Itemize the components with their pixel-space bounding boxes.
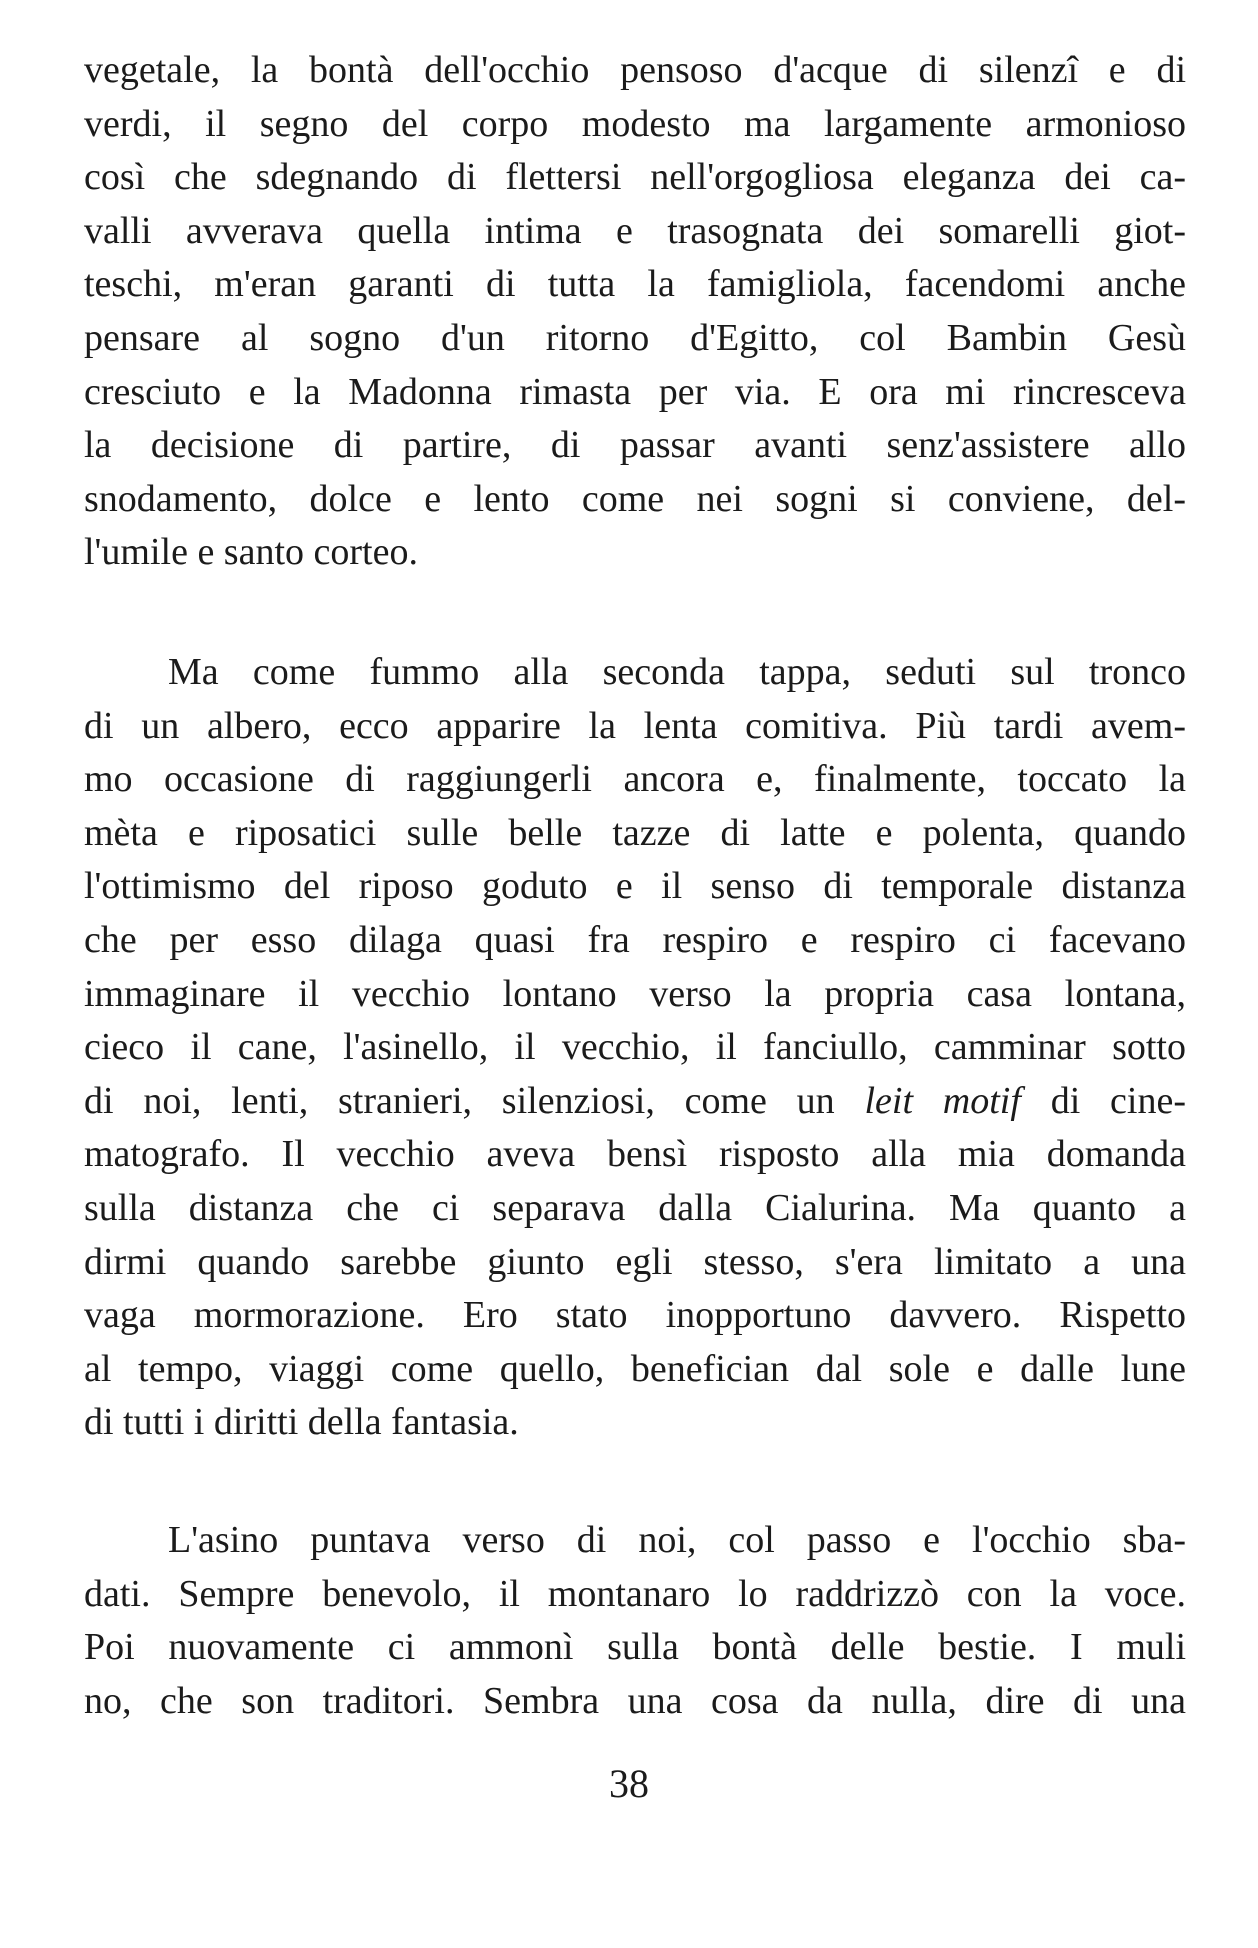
text-line: matografo. Il vecchio aveva bensì risposto alla mia domanda — [84, 1133, 1186, 1176]
text-line: vegetale, la bontà dell'occhio pensoso d'acque di silenzî e di — [84, 49, 1186, 91]
text-segment: di noi, lenti, stranieri, silenziosi, come un — [84, 1079, 865, 1122]
paragraph-3 — [84, 1514, 1186, 1728]
text-line: cieco il cane, l'asinello, il vecchio, il fanciullo, camminar sotto — [84, 1026, 1186, 1069]
text-line: che per esso dilaga quasi fra respiro e respiro ci facevano — [84, 918, 1186, 961]
text-line: sulla distanza che ci separava dalla Cialurina. Ma quanto a — [84, 1186, 1186, 1229]
text-segment: di cine- — [1020, 1079, 1186, 1122]
text-line: Poi nuovamente ci ammonì sulla bontà delle bestie. I muli — [84, 1626, 1186, 1669]
text-line: mo occasione di raggiungerli ancora e, finalmente, toccato la — [84, 758, 1186, 801]
text-line: verdi, il segno del corpo modesto ma largamente armonioso — [84, 102, 1186, 145]
text-line: così che sdegnando di flettersi nell'orgogliosa eleganza dei ca- — [84, 156, 1186, 199]
text-line: immaginare il vecchio lontano verso la propria casa lontana, — [84, 972, 1186, 1015]
text-line: snodamento, dolce e lento come nei sogni si conviene, del- — [84, 477, 1186, 520]
text-line: dati. Sempre benevolo, il montanaro lo raddrizzò con la voce. — [84, 1572, 1186, 1615]
italic-phrase: leit motif — [864, 1079, 1021, 1122]
text-line-with-italic — [84, 1075, 1186, 1129]
page-number: 38 — [609, 1761, 649, 1806]
text-line: di tutti i diritti della fantasia. — [84, 1401, 519, 1444]
paragraph-1 — [84, 44, 1186, 580]
text-line: dirmi quando sarebbe giunto egli stesso, s'era limitato a una — [84, 1240, 1186, 1283]
text-line: l'ottimismo del riposo goduto e il senso di temporale distanza — [84, 865, 1186, 908]
text-line: cresciuto e la Madonna rimasta per via. E ora mi rincresceva — [84, 370, 1186, 413]
paragraph-2 — [84, 646, 1186, 1450]
text-line: la decisione di partire, di passar avanti senz'assistere allo — [84, 424, 1186, 467]
text-line: Ma come fummo alla seconda tappa, seduti sul tronco — [168, 651, 1186, 693]
text-line: mèta e riposatici sulle belle tazze di latte e polenta, quando — [84, 811, 1186, 854]
text-line: valli avverava quella intima e trasognata dei somarelli giot- — [84, 209, 1186, 252]
text-line: vaga mormorazione. Ero stato inopportuno davvero. Rispetto — [84, 1294, 1186, 1337]
text-line: L'asino puntava verso di noi, col passo e l'occhio sba- — [168, 1519, 1186, 1561]
text-line: di un albero, ecco apparire la lenta comitiva. Più tardi avem- — [84, 704, 1186, 747]
text-line: pensare al sogno d'un ritorno d'Egitto, col Bambin Gesù — [84, 316, 1186, 359]
text-line: teschi, m'eran garanti di tutta la famigliola, facendomi anche — [84, 263, 1186, 306]
text-line: l'umile e santo corteo. — [84, 531, 418, 574]
text-line: al tempo, viaggi come quello, benefician dal sole e dalle lune — [84, 1347, 1186, 1390]
text-line: no, che son traditori. Sembra una cosa da nulla, dire di una — [84, 1679, 1186, 1722]
